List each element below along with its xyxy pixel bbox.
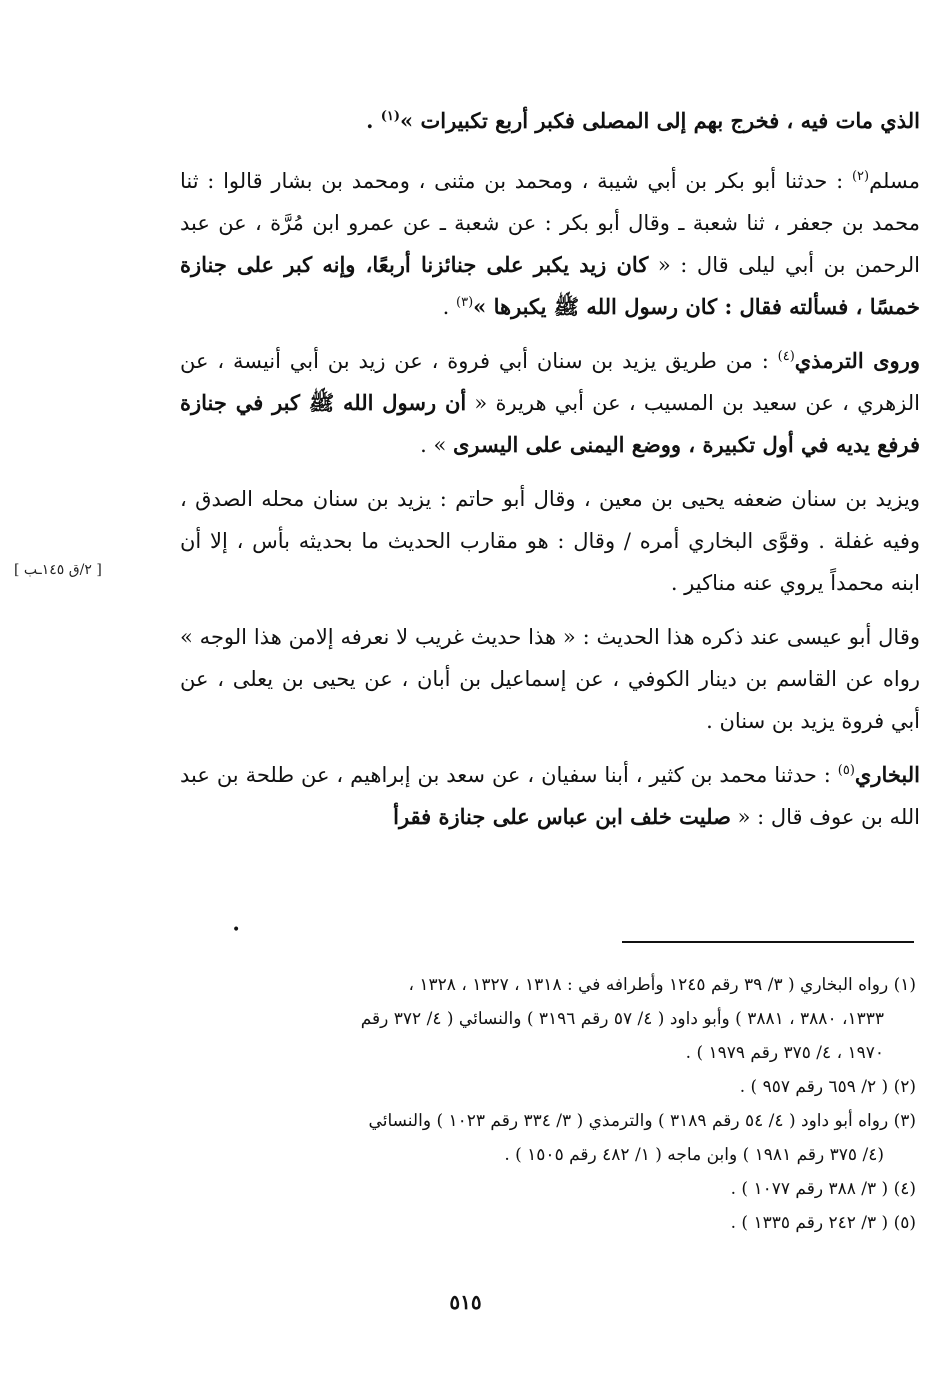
footnote-4: (٤) ( ٣/ ٣٨٨ رقم ١٠٧٧ ) .: [730, 1179, 916, 1199]
paragraph-1: [180, 100, 920, 142]
paragraph-5: وقال أبو عيسى عند ذكره هذا الحديث : « هذا حديث غريب لا نعرفه إلامن هذا الوجه » رواه عن القاسم بن دينار الكوفي ، عن إسماعيل بن أبان ، عن يحيى بن يعلى ، عن أبي فروة يزيد بن سنان .: [180, 625, 920, 733]
paragraph-3-text: : من طريق يزيد بن سنان أبي فروة ، عن زيد بن أبي أنيسة ، عن الزهري ، عن سعيد بن المسيب ، عن أبي هريرة «: [180, 349, 920, 415]
footnote-ref-1[interactable]: (١): [380, 109, 401, 124]
paragraph-2-lead: مسلم: [869, 169, 920, 193]
footnote-1-line-2: ١٣٣٣، ٣٨٨٠ ، ٣٨٨١ ) وأبو داود ( ٤/ ٥٧ رقم ٣١٩٦ ) والنسائي ( ٤/ ٣٧٢ رقم: [360, 1009, 884, 1029]
main-text: [180, 100, 920, 850]
footnote-ref-3[interactable]: (٣): [456, 295, 474, 310]
footnote-3-line-1: (٣) رواه أبو داود ( ٤/ ٥٤ رقم ٣١٨٩ ) والترمذي ( ٣/ ٣٣٤ رقم ١٠٢٣ ) والنسائي: [368, 1111, 916, 1131]
paragraph-2: [180, 160, 920, 328]
footnote-1-line-3: ١٩٧٠ ، ٤/ ٣٧٥ رقم ١٩٧٩ ) .: [685, 1043, 884, 1063]
paragraph-2-bold: كان زيد يكبر على جنائزنا أربعًا، وإنه كبر على جنازة خمسًا ، فسألته فقال : كان رسول الله ﷺ يكبرها »: [180, 252, 920, 319]
paragraph-2-text: : حدثنا أبو بكر بن أبي شيبة ، ومحمد بن مثنى ، ومحمد بن بشار قالوا : ثنا محمد بن جعفر ، ثنا شعبة ـ وقال أبو بكر : عن شعبة ـ عن عمرو ابن مُرَّة ، عن عبد الرحمن بن أبي ليلى قال : «: [180, 169, 921, 277]
footnotes: [180, 968, 916, 1240]
paragraph-3: [180, 340, 920, 466]
paragraph-1-text: الذي مات فيه ، فخرج بهم إلى المصلى فكبر أربع تكبيرات »: [400, 108, 920, 133]
footnote-2: (٢) ( ٢/ ٦٥٩ رقم ٩٥٧ ) .: [739, 1077, 916, 1097]
paragraph-6-bold: صليت خلف ابن عباس على جنازة فقرأ: [393, 804, 731, 829]
paragraph-3-end: » .: [420, 433, 453, 457]
footnote-ref-5[interactable]: (٥): [837, 763, 855, 778]
paragraph-3-lead: وروى الترمذي: [794, 348, 920, 373]
stray-dot: •: [232, 922, 241, 938]
paragraph-2-end: .: [442, 295, 457, 319]
footnote-ref-4[interactable]: (٤): [777, 349, 795, 364]
footnote-1-line-1: (١) رواه البخاري ( ٣/ ٣٩ رقم ١٢٤٥ وأطرافه في : ١٣١٨ ، ١٣٢٧ ، ١٣٢٨ ،: [408, 975, 916, 995]
footnote-ref-2[interactable]: (٢): [851, 169, 870, 184]
paragraph-6-text: : حدثنا محمد بن كثير ، أبنا سفيان ، عن سعد بن إبراهيم ، عن طلحة بن عبد الله بن عوف قال : «: [180, 763, 920, 829]
footnote-separator: [622, 941, 914, 943]
manuscript-folio-note: [ ٢/ق ١٤٥ـب ]: [14, 562, 102, 578]
paragraph-1-end: .: [366, 108, 381, 133]
paragraph-3-bold: أن رسول الله ﷺ كبر في جنازة فرفع يديه في أول تكبيرة ، ووضع اليمنى على اليسرى: [180, 390, 920, 457]
paragraph-6: [180, 754, 920, 838]
footnote-3-line-2: (٤/ ٣٧٥ رقم ١٩٨١ ) وابن ماجه ( ١/ ٤٨٢ رقم ١٥٠٥ ) .: [504, 1145, 884, 1165]
footnote-1: [180, 968, 916, 1070]
page-number: ٥١٥: [449, 1290, 482, 1314]
paragraph-4: ويزيد بن سنان ضعفه يحيى بن معين ، وقال أبو حاتم : يزيد بن سنان محله الصدق ، وفيه غفلة . وقوَّى البخاري أمره / وقال : هو مقارب الحديث ما بحديثه بأس ، إلا أن ابنه محمداً يروي عنه مناكير .: [180, 487, 920, 595]
footnote-5: (٥) ( ٣/ ٢٤٢ رقم ١٣٣٥ ) .: [730, 1213, 916, 1233]
paragraph-6-lead: البخاري: [854, 762, 920, 787]
footnote-3: [180, 1104, 916, 1172]
